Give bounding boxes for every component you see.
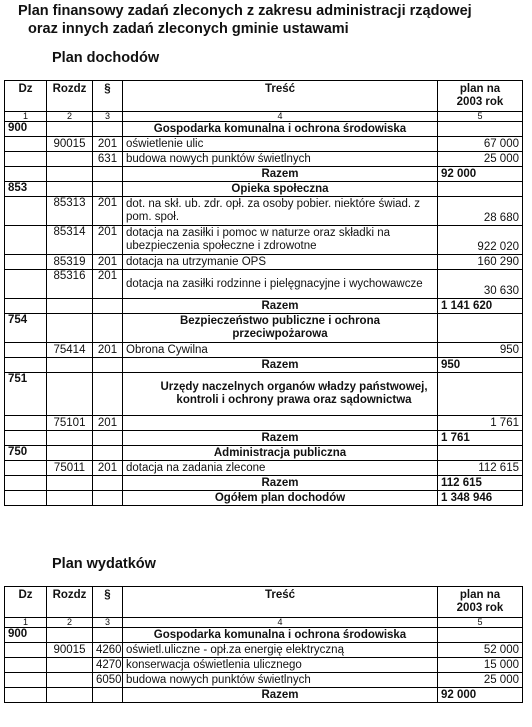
dz-cell: [5, 226, 47, 255]
rozdz-cell: 85314: [47, 226, 93, 255]
total-row: [5, 299, 523, 314]
rozdz-cell: 75011: [47, 461, 93, 476]
paragraph-cell: [93, 628, 123, 643]
paragraph-cell: 631: [93, 152, 123, 167]
paragraph-cell: 201: [93, 461, 123, 476]
rozdz-cell: [47, 658, 93, 673]
dz-cell: 900: [5, 122, 47, 137]
total-row: [5, 688, 523, 703]
rozdz-cell: [47, 167, 93, 182]
description-cell: dotacja na zasiłki i pomoc w naturze oraz składki na ubezpieczenia społeczne i zdrowotne: [123, 226, 438, 255]
value-cell: 922 020: [438, 226, 523, 255]
dz-cell: [5, 416, 47, 431]
expenses-table: [4, 586, 523, 703]
header-plan-line-2: 2003 rok: [456, 96, 504, 108]
description-cell: budowa nowych punktów świetlnych: [123, 673, 438, 688]
index-cell: 5: [438, 618, 523, 628]
index-cell: 3: [93, 618, 123, 628]
item-row: [5, 673, 523, 688]
index-cell: 5: [438, 112, 523, 122]
description-cell: konserwacja oświetlenia ulicznego: [123, 658, 438, 673]
paragraph-cell: [93, 299, 123, 314]
paragraph-cell: 201: [93, 343, 123, 358]
value-cell: 950: [438, 343, 523, 358]
value-cell: 52 000: [438, 643, 523, 658]
title-line-2: oraz innych zadań zleconych gminie ustawami: [28, 21, 349, 37]
dz-cell: [5, 476, 47, 491]
rozdz-cell: 85319: [47, 255, 93, 270]
paragraph-cell: 201: [93, 137, 123, 152]
header-plan-line-1: plan na: [459, 83, 501, 95]
header-rozdz: Rozdz: [47, 81, 93, 112]
total-value: 1 761: [438, 431, 523, 446]
section-title: Opieka społeczna: [123, 182, 438, 197]
rozdz-cell: [47, 182, 93, 197]
rozdz-cell: [47, 628, 93, 643]
paragraph-cell: [93, 373, 123, 416]
value-cell: 25 000: [438, 152, 523, 167]
paragraph-cell: [93, 314, 123, 343]
paragraph-cell: 201: [93, 416, 123, 431]
section-row: [5, 628, 523, 643]
description-cell: dotacja na zadania zlecone: [123, 461, 438, 476]
index-cell: 4: [123, 112, 438, 122]
value-cell: [438, 314, 523, 343]
paragraph-cell: [93, 167, 123, 182]
item-row: [5, 643, 523, 658]
header-plan-line-2: 2003 rok: [456, 602, 504, 614]
description-cell: Obrona Cywilna: [123, 343, 438, 358]
value-cell: [438, 122, 523, 137]
value-cell: 25 000: [438, 673, 523, 688]
rozdz-cell: [47, 152, 93, 167]
income-index-row: [5, 112, 523, 122]
dz-cell: [5, 658, 47, 673]
paragraph-cell: 201: [93, 255, 123, 270]
dz-cell: 853: [5, 182, 47, 197]
rozdz-cell: [47, 673, 93, 688]
total-label: Razem: [123, 688, 438, 703]
total-label: Razem: [123, 358, 438, 373]
header-dz: Dz: [5, 587, 47, 618]
index-cell: 2: [47, 618, 93, 628]
rozdz-cell: [47, 122, 93, 137]
rozdz-cell: [47, 476, 93, 491]
paragraph-cell: [93, 182, 123, 197]
section-title: Administracja publiczna: [123, 446, 438, 461]
dz-cell: [5, 461, 47, 476]
description-cell: [123, 416, 438, 431]
dz-cell: [5, 299, 47, 314]
dz-cell: [5, 343, 47, 358]
item-row: [5, 343, 523, 358]
dz-cell: 900: [5, 628, 47, 643]
index-cell: 2: [47, 112, 93, 122]
item-row: [5, 255, 523, 270]
item-row: [5, 137, 523, 152]
total-row: [5, 431, 523, 446]
rozdz-cell: [47, 688, 93, 703]
total-row: [5, 358, 523, 373]
value-cell: 67 000: [438, 137, 523, 152]
header-dz: Dz: [5, 81, 47, 112]
index-cell: 3: [93, 112, 123, 122]
paragraph-cell: [93, 491, 123, 506]
rozdz-cell: 85316: [47, 270, 93, 299]
item-row: [5, 152, 523, 167]
description-cell: budowa nowych punktów świetlnych: [123, 152, 438, 167]
grand-total-label: Ogółem plan dochodów: [123, 491, 438, 506]
item-row: [5, 270, 523, 299]
expenses-heading: Plan wydatków: [52, 556, 156, 572]
income-header-row: [5, 81, 523, 112]
paragraph-cell: 4270: [93, 658, 123, 673]
value-cell: 1 761: [438, 416, 523, 431]
description-cell: dotacja na zasiłki rodzinne i pielęgnacyjne i wychowawcze: [123, 270, 438, 299]
value-cell: 112 615: [438, 461, 523, 476]
total-value: 950: [438, 358, 523, 373]
dz-cell: [5, 643, 47, 658]
dz-cell: 754: [5, 314, 47, 343]
paragraph-cell: [93, 446, 123, 461]
paragraph-cell: [93, 122, 123, 137]
dz-cell: [5, 673, 47, 688]
item-row: [5, 461, 523, 476]
total-value: 1 141 620: [438, 299, 523, 314]
index-cell: 4: [123, 618, 438, 628]
section-row: [5, 373, 523, 416]
rozdz-cell: [47, 431, 93, 446]
grand-total-value: 1 348 946: [438, 491, 523, 506]
rozdz-cell: [47, 358, 93, 373]
total-label: Razem: [123, 431, 438, 446]
rozdz-cell: [47, 491, 93, 506]
value-cell: [438, 628, 523, 643]
value-cell: 15 000: [438, 658, 523, 673]
dz-cell: 750: [5, 446, 47, 461]
dz-cell: [5, 358, 47, 373]
section-title: Gospodarka komunalna i ochrona środowiska: [123, 122, 438, 137]
item-row: [5, 226, 523, 255]
section-row: [5, 182, 523, 197]
expenses-index-row: [5, 618, 523, 628]
total-row: [5, 167, 523, 182]
rozdz-cell: 85313: [47, 197, 93, 226]
rozdz-cell: 75101: [47, 416, 93, 431]
dz-cell: [5, 431, 47, 446]
section-row: [5, 446, 523, 461]
item-row: [5, 416, 523, 431]
dz-cell: [5, 167, 47, 182]
total-label: Razem: [123, 476, 438, 491]
rozdz-cell: [47, 299, 93, 314]
total-value: 92 000: [438, 688, 523, 703]
header-plan: [438, 587, 523, 618]
document-title: [18, 2, 523, 38]
paragraph-cell: [93, 688, 123, 703]
total-row: [5, 476, 523, 491]
grand-total-row: [5, 491, 523, 506]
title-line-1: Plan finansowy zadań zleconych z zakresu administracji rządowej: [18, 3, 472, 19]
header-paragraph: §: [93, 587, 123, 618]
section-title: Gospodarka komunalna i ochrona środowiska: [123, 628, 438, 643]
dz-cell: [5, 255, 47, 270]
rozdz-cell: 90015: [47, 643, 93, 658]
dz-cell: [5, 152, 47, 167]
rozdz-cell: [47, 314, 93, 343]
paragraph-cell: 4260: [93, 643, 123, 658]
item-row: [5, 197, 523, 226]
description-cell: oświetl.uliczne - opł.za energię elektryczną: [123, 643, 438, 658]
dz-cell: 751: [5, 373, 47, 416]
paragraph-cell: [93, 431, 123, 446]
rozdz-cell: [47, 373, 93, 416]
value-cell: [438, 182, 523, 197]
total-label: Razem: [123, 299, 438, 314]
paragraph-cell: 201: [93, 197, 123, 226]
rozdz-cell: [47, 446, 93, 461]
dz-cell: [5, 688, 47, 703]
paragraph-cell: 201: [93, 270, 123, 299]
description-cell: dot. na skł. ub. zdr. opł. za osoby pobier. niektóre świad. z pom. społ.: [123, 197, 438, 226]
total-value: 92 000: [438, 167, 523, 182]
index-cell: 1: [5, 618, 47, 628]
paragraph-cell: [93, 476, 123, 491]
rozdz-cell: 90015: [47, 137, 93, 152]
description-cell: oświetlenie ulic: [123, 137, 438, 152]
item-row: [5, 658, 523, 673]
expenses-header-row: [5, 587, 523, 618]
paragraph-cell: 201: [93, 226, 123, 255]
section-row: [5, 314, 523, 343]
income-table: [4, 80, 523, 506]
value-cell: [438, 446, 523, 461]
dz-cell: [5, 137, 47, 152]
header-paragraph: §: [93, 81, 123, 112]
value-cell: 30 630: [438, 270, 523, 299]
header-tresc: Treść: [123, 81, 438, 112]
description-cell: dotacja na utrzymanie OPS: [123, 255, 438, 270]
dz-cell: [5, 197, 47, 226]
dz-cell: [5, 270, 47, 299]
index-cell: 1: [5, 112, 47, 122]
header-rozdz: Rozdz: [47, 587, 93, 618]
header-plan: [438, 81, 523, 112]
section-row: [5, 122, 523, 137]
value-cell: 160 290: [438, 255, 523, 270]
rozdz-cell: 75414: [47, 343, 93, 358]
value-cell: [438, 373, 523, 416]
total-label: Razem: [123, 167, 438, 182]
paragraph-cell: [93, 358, 123, 373]
dz-cell: [5, 491, 47, 506]
header-tresc: Treść: [123, 587, 438, 618]
section-title: Bezpieczeństwo publiczne i ochrona przeciwpożarowa: [123, 314, 438, 343]
value-cell: 28 680: [438, 197, 523, 226]
total-value: 112 615: [438, 476, 523, 491]
paragraph-cell: 6050: [93, 673, 123, 688]
section-title: Urzędy naczelnych organów władzy państwowej, kontroli i ochrony prawa oraz sądownictwa: [123, 373, 438, 416]
header-plan-line-1: plan na: [459, 589, 501, 601]
income-heading: Plan dochodów: [52, 50, 160, 66]
